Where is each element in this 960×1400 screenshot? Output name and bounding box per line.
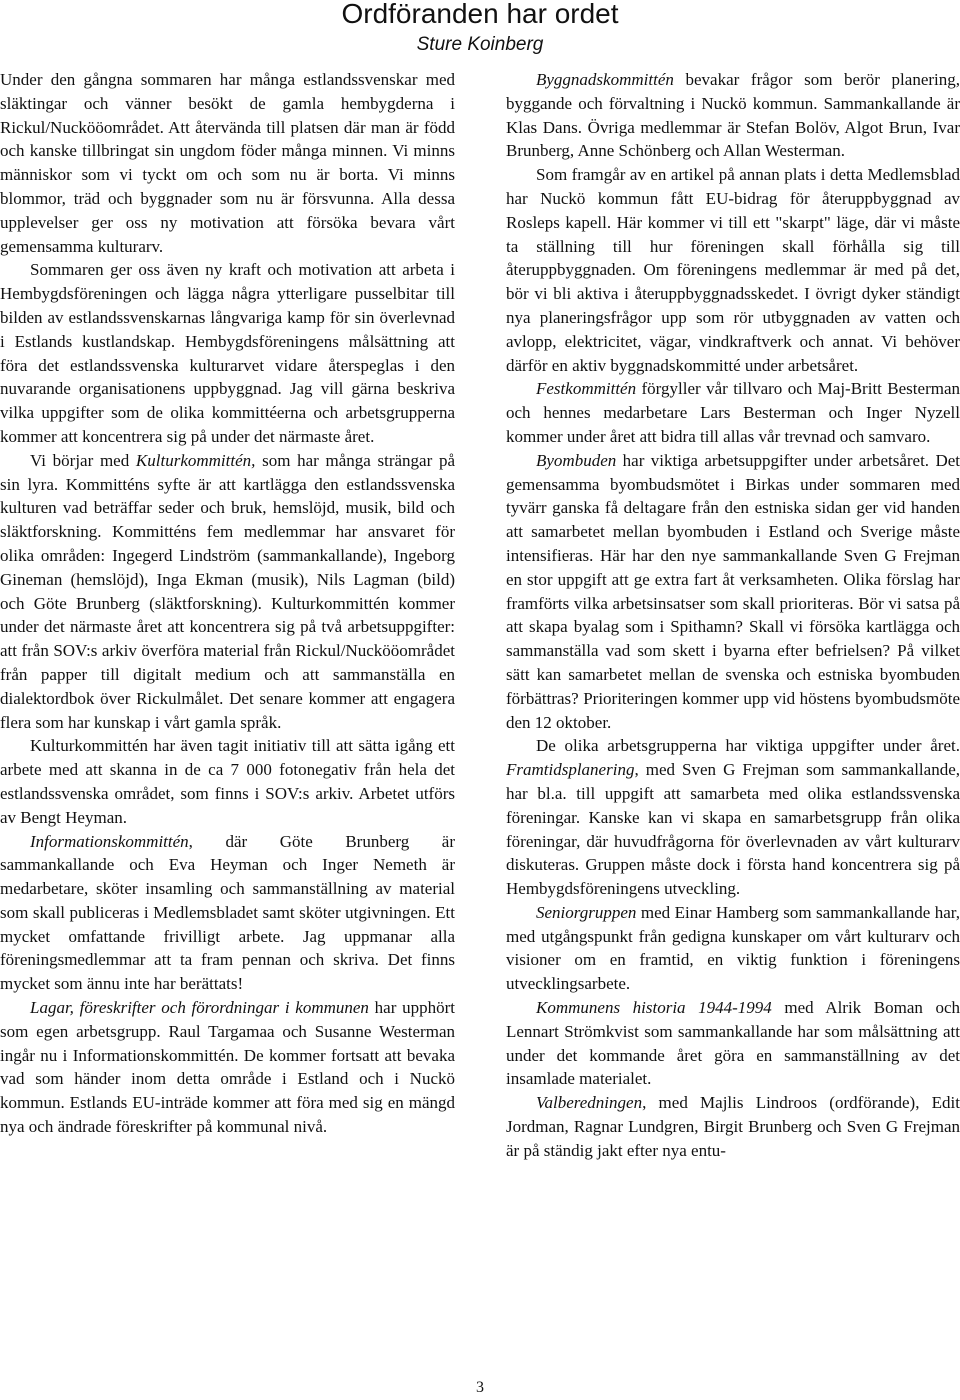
paragraph — [506, 734, 960, 901]
paragraph-text: som har många strängar på sin lyra. Kommitténs syfte är att kartlägga den estlandssvenska kulturen vad beträffar seder och bruk, hemslöjd, musik, bild och släktforskning. Kommitténs fem medlemmar har ansvaret för olika områden: Ingegerd Lindström (sammankallande), Ingeborg Gineman (hemslöjd), Inga Ekman (musik), Nils Lagman (bild) och Göte Brunberg (släktforskning). Kulturkommittén kommer under det närmaste året att koncentrera sig på två arbetsuppgifter: att från SOV:s arkiv överföra material från Rickul/Nuckööområdet från papper till digitalt medium och att sammanställa en dialektordbok över Rickulmålet. Det senare kommer att engagera flera som har kunskap i vårt gamla språk. — [0, 450, 455, 732]
paragraph — [506, 1091, 960, 1162]
paragraph-text: De olika arbetsgrupperna har viktiga uppgifter under året. — [536, 736, 960, 756]
committee-name: Framtidsplanering — [506, 760, 635, 780]
committee-name: Kommunens historia 1944-1994 — [536, 998, 772, 1018]
committee-name: Seniorgruppen — [536, 902, 637, 922]
paragraph — [506, 901, 960, 996]
article-title: Ordföranden har ordet — [341, 0, 619, 29]
committee-name: Byggnadskommittén — [536, 70, 674, 89]
paragraph-text: med Einar Hamberg som sammankallande har, med utgångspunkt från gedigna kunskaper om vårt kulturarv och visioner om en framtid, en viktig funktion i föreningens utvecklingsarbete. — [506, 902, 960, 994]
left-column — [0, 68, 455, 1139]
paragraph — [0, 449, 455, 735]
paragraph-text: , där Göte Brunberg är sammankallande och Eva Heyman och Inger Nemeth är medarbetare, sköter insamling och sammanställning av material som skall publiceras i Medlemsbladet samt sköter utgivningen. Ett mycket omfattande frivilligt arbete. Jag uppmanar alla föreningsmedlemmar att ta fram pennan och skriva. Det finns mycket som ännu inte har berättats! — [0, 831, 455, 994]
paragraph: Som framgår av en artikel på annan plats i detta Medlemsblad har Nuckö kommun fått EU-bidrag för återuppbyggnad av Rosleps kapell. Här kommer vi till ett "skarpt" läge, där vi måste ta ställning till hur föreningen skall förhålla sig till återuppbyggnaden. Om föreningens medlemmar är med på det, bör vi bli aktiva i återuppbyggnadsskedet. I övrigt dyker ständigt nya planeringsfrågor upp som rör utbyggnaden av vatten och avlopp, elektricitet, vägar, vindkraftverk och annat. Vi behöver därför en aktiv byggnadskommitté under arbetsåret. — [506, 165, 960, 375]
paragraph: Kulturkommittén har även tagit initiativ till att sätta igång ett arbete med att skanna in de ca 7 000 fotonegativ från hela det estlandssvenska området, som finns i SOV:s arkiv. Arbetet utförs av Bengt Heyman. — [0, 736, 455, 827]
paragraph — [506, 68, 960, 163]
paragraph: Sommaren ger oss även ny kraft och motivation att arbeta i Hembygdsföreningen och lägga några ytterligare pusselbitar till bilden av estlandssvenskarnas långvariga kamp för sin överlevnad i Estlands kustlandskap. Hembygdsföreningens målsättning att föra det estlandssvenska kulturarvet vidare återspeglas i den nuvarande organisationens uppbyggnad. Jag vill gärna beskriva vilka uppgifter som de olika kommittéerna och arbetsgrupperna kommer att koncentrera sig på under det närmaste året. — [0, 260, 455, 446]
committee-name: Lagar, föreskrifter och förordningar i kommunen — [30, 998, 369, 1018]
committee-name: Valberedningen — [536, 1093, 643, 1113]
paragraph-text: bevakar frågor som berör planering, byggande och förvaltning i Nuckö kommun. Sammankallande är Klas Dans. Övriga medlemmar är Stefan Bolöv, Algot Brun, Ivar Brunberg, Anne Schönberg och Allan Westerman. — [506, 70, 960, 161]
paragraph: Under den gångna sommaren har många estlandssvenskar med släktingar och vänner besökt de gamla hembygderna i Rickul/Nuckööområdet. Att återvända till platsen där man är född och kanske tillbringat sin ungdom föder många minnen. Vi minns människor som vi tyckt om och som nu är borta. Vi minns blommor, träd och byggnader som nu är försvunna. Alla dessa upplevelser ger oss ny motivation att försöka bevara vårt gemensamma kulturarv. — [0, 70, 455, 256]
page-number: 3 — [476, 1379, 484, 1396]
paragraph — [506, 996, 960, 1091]
paragraph-text: har upphört som egen arbetsgrupp. Raul Targamaa och Susanne Westerman ingår nu i Informationskommittén. De kommer fortsatt att bevaka vad som händer inom detta område i Estland och i Nuckö kommun. Estlands EU-inträde kommer att föra med sig en mängd nya och ändrade föreskrifter på kommunal nivå. — [0, 998, 456, 1137]
paragraph-text: förgyller vår tillvaro och Maj-Britt Besterman och hennes medarbetare Lars Besterman och Inger Nyzell kommer under året att bidra till allas vår trevnad och samvaro. — [506, 379, 960, 446]
paragraph-text: , med Majlis Lindroos (ordförande), Edit Jordman, Ragnar Lundgren, Birgit Brunberg och Sven G Frejman är på ständig jakt efter nya entu- — [506, 1093, 960, 1160]
committee-name: Informationskommittén — [30, 831, 189, 851]
paragraph — [0, 830, 455, 997]
paragraph-text: , med Sven G Frejman som sammankallande, har bl.a. till uppgift att samarbeta med olika estlandssvenska föreningar. Kanske kan vi skapa en samarbetsgrupp från olika föreningar, där huvudfrågorna för överlevnaden av vårt kulturarv diskuteras. Gruppen måste dock i första hand koncentrera sig på Hembygdsföreningens utveckling. — [506, 760, 960, 899]
committee-name: Festkommittén — [536, 379, 637, 399]
paragraph-text: Vi börjar med — [30, 450, 136, 470]
paragraph — [0, 996, 455, 1139]
paragraph — [506, 377, 960, 448]
paragraph — [506, 449, 960, 735]
committee-name: Byombuden — [536, 450, 617, 470]
committee-name: Kulturkommittén, — [135, 450, 256, 470]
paragraph-text: med Alrik Boman och Lennart Strömkvist som sammankallande har som målsättning att under det kommande året göra en sammanställning av det insamlade materialet. — [506, 998, 960, 1089]
right-column — [506, 68, 960, 1163]
article-author: Sture Koinberg — [416, 34, 544, 55]
paragraph-text: har viktiga arbetsuppgifter under arbetsåret. Det gemensamma byombudsmötet i Birkas under sommaren med tyvärr ganska få deltagare från den estniska sidan ger vid handen att samarbetet mellan byombuden i Estland och Sverige måste intensifieras. Här har den nye sammankallande Sven G Frejman en stor uppgift att ge extra fart åt verksamheten. Olika förslag har framförts vilka arbetsinsatser som skall prioriteras. Bör vi satsa på att skapa byalag som i Spithamn? Skall vi försöka kartlägga och sammanställa vad som skett i byarna efter befrielsen? På vilket sätt kan samarbetet mellan de svenska och estniska byombuden förbättras? Prioriteringen kommer upp vid höstens byombudsmöte den 12 oktober. — [506, 450, 960, 732]
